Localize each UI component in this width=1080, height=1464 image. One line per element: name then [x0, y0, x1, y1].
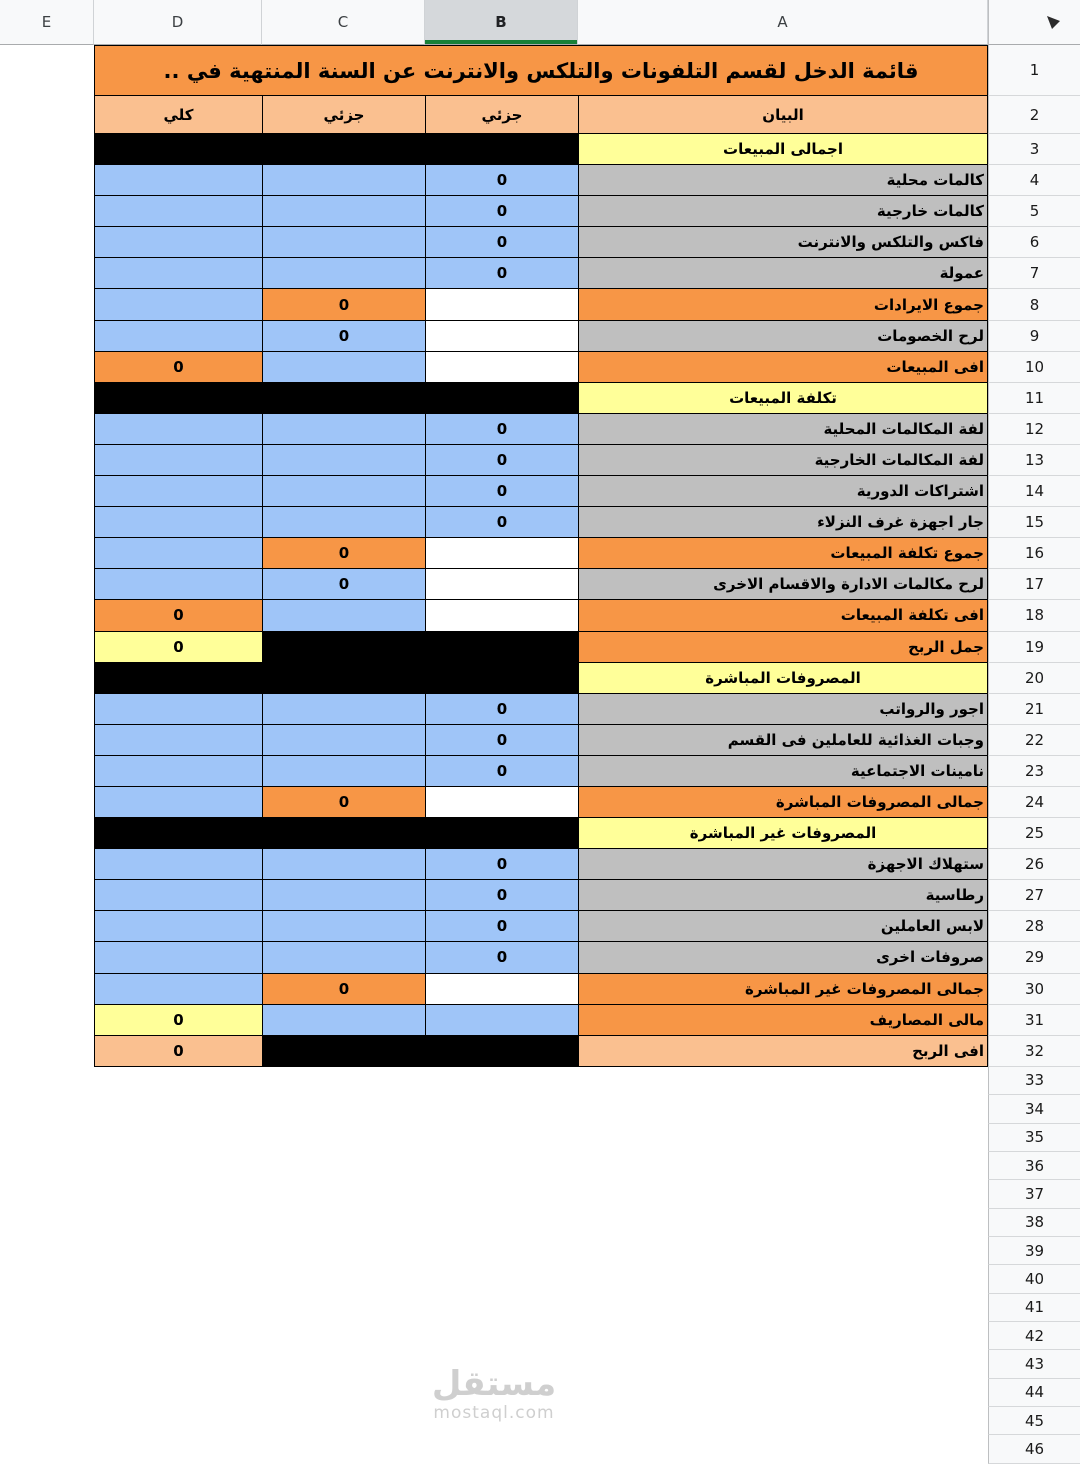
row-header-10[interactable]: 10 [988, 352, 1080, 383]
row-header-25[interactable]: 25 [988, 818, 1080, 849]
empty-row-46[interactable] [0, 1435, 988, 1463]
row-header-12[interactable]: 12 [988, 414, 1080, 445]
cell-B23[interactable]: 0 [425, 756, 578, 787]
cell-B12[interactable]: 0 [425, 414, 578, 445]
row-header-42[interactable]: 42 [988, 1322, 1080, 1350]
cell-D19[interactable]: 0 [94, 632, 262, 663]
row-header-3[interactable]: 3 [988, 134, 1080, 165]
cell-B16[interactable] [425, 538, 578, 569]
cell-A20[interactable]: المصروفات المباشرة [578, 663, 988, 694]
cell-A11[interactable]: تكلفة المبيعات [578, 383, 988, 414]
cell-B26[interactable]: 0 [425, 849, 578, 880]
cell-A5[interactable]: كالمات خارجية [578, 196, 988, 227]
column-header-A[interactable]: A [578, 0, 988, 45]
cell-A22[interactable]: وجبات الغذائية للعاملين فى القسم [578, 725, 988, 756]
cell-D9[interactable] [94, 321, 262, 352]
cell-A14[interactable]: اشتراكات الدورية [578, 476, 988, 507]
cell-B32[interactable] [425, 1036, 578, 1067]
cell-E17[interactable] [0, 569, 94, 600]
cell-D16[interactable] [94, 538, 262, 569]
cell-B24[interactable] [425, 787, 578, 818]
cell-D20[interactable] [94, 663, 262, 694]
cell-A23[interactable]: نامينات الاجتماعية [578, 756, 988, 787]
cell-C21[interactable] [262, 694, 425, 725]
empty-row-40[interactable] [0, 1265, 988, 1293]
cell-A4[interactable]: كالمات محلية [578, 165, 988, 196]
row-header-24[interactable]: 24 [988, 787, 1080, 818]
cell-B14[interactable]: 0 [425, 476, 578, 507]
cell-C4[interactable] [262, 165, 425, 196]
cell-E19[interactable] [0, 632, 94, 663]
cell-E2[interactable] [0, 96, 94, 134]
column-header-D[interactable]: D [94, 0, 262, 45]
cell-E22[interactable] [0, 725, 94, 756]
row-header-39[interactable]: 39 [988, 1237, 1080, 1265]
cell-C12[interactable] [262, 414, 425, 445]
empty-row-33[interactable] [0, 1067, 988, 1095]
cell-B19[interactable] [425, 632, 578, 663]
cell-A17[interactable]: لرح مكالمات الادارة والاقسام الاخرى [578, 569, 988, 600]
cell-A6[interactable]: فاكس والتلكس والانترنت [578, 227, 988, 258]
row-header-23[interactable]: 23 [988, 756, 1080, 787]
cell-B15[interactable]: 0 [425, 507, 578, 538]
cell-C6[interactable] [262, 227, 425, 258]
row-header-40[interactable]: 40 [988, 1265, 1080, 1293]
title-cell[interactable]: قائمة الدخل لقسم التلفونات والتلكس والانترنت عن السنة المنتهية في .. [94, 45, 988, 96]
cell-E18[interactable] [0, 600, 94, 631]
row-header-41[interactable]: 41 [988, 1294, 1080, 1322]
cell-D11[interactable] [94, 383, 262, 414]
column-header-B[interactable]: B [425, 0, 578, 45]
cell-E3[interactable] [0, 134, 94, 165]
row-header-21[interactable]: 21 [988, 694, 1080, 725]
row-header-31[interactable]: 31 [988, 1005, 1080, 1036]
cell-E5[interactable] [0, 196, 94, 227]
cell-A32[interactable]: افى الربح [578, 1036, 988, 1067]
row-header-26[interactable]: 26 [988, 849, 1080, 880]
cell-C15[interactable] [262, 507, 425, 538]
cell-E11[interactable] [0, 383, 94, 414]
empty-row-38[interactable] [0, 1209, 988, 1237]
cell-E30[interactable] [0, 974, 94, 1005]
row-header-38[interactable]: 38 [988, 1209, 1080, 1237]
row-header-30[interactable]: 30 [988, 974, 1080, 1005]
cell-E20[interactable] [0, 663, 94, 694]
watermark-logo: مستقل [431, 1364, 557, 1404]
cell-C20[interactable] [262, 663, 425, 694]
cell-D25[interactable] [94, 818, 262, 849]
cell-E9[interactable] [0, 321, 94, 352]
row-header-5[interactable]: 5 [988, 196, 1080, 227]
row-header-27[interactable]: 27 [988, 880, 1080, 911]
row-header-14[interactable]: 14 [988, 476, 1080, 507]
empty-row-39[interactable] [0, 1237, 988, 1265]
cell-A19[interactable]: جمل الربح [578, 632, 988, 663]
row-header-35[interactable]: 35 [988, 1124, 1080, 1152]
empty-row-45[interactable] [0, 1407, 988, 1435]
cell-B11[interactable] [425, 383, 578, 414]
cell-A24[interactable]: جمالى المصروفات المباشرة [578, 787, 988, 818]
cell-C5[interactable] [262, 196, 425, 227]
cell-C2[interactable]: جزئي [262, 96, 425, 134]
row-header-33[interactable]: 33 [988, 1067, 1080, 1095]
cell-B21[interactable]: 0 [425, 694, 578, 725]
cell-D6[interactable] [94, 227, 262, 258]
cell-A12[interactable]: لفة المكالمات المحلية [578, 414, 988, 445]
cell-B10[interactable] [425, 352, 578, 383]
cell-E6[interactable] [0, 227, 94, 258]
cell-E10[interactable] [0, 352, 94, 383]
row-header-46[interactable]: 46 [988, 1435, 1080, 1463]
cell-E26[interactable] [0, 849, 94, 880]
row-header-6[interactable]: 6 [988, 227, 1080, 258]
cell-D30[interactable] [94, 974, 262, 1005]
column-header-E[interactable]: E [0, 0, 94, 45]
cell-D32[interactable]: 0 [94, 1036, 262, 1067]
cell-B28[interactable]: 0 [425, 911, 578, 942]
row-header-15[interactable]: 15 [988, 507, 1080, 538]
cell-E13[interactable] [0, 445, 94, 476]
row-header-17[interactable]: 17 [988, 569, 1080, 600]
cell-B8[interactable] [425, 289, 578, 320]
cell-B5[interactable]: 0 [425, 196, 578, 227]
cell-E16[interactable] [0, 538, 94, 569]
cell-C9[interactable]: 0 [262, 321, 425, 352]
cell-B13[interactable]: 0 [425, 445, 578, 476]
row-header-4[interactable]: 4 [988, 165, 1080, 196]
cell-E8[interactable] [0, 289, 94, 320]
empty-row-43[interactable] [0, 1350, 988, 1378]
cell-B31[interactable] [425, 1005, 578, 1036]
cell-D21[interactable] [94, 694, 262, 725]
cell-A7[interactable]: عمولة [578, 258, 988, 289]
cell-C30[interactable]: 0 [262, 974, 425, 1005]
cell-A2[interactable]: البيان [578, 96, 988, 134]
cell-C19[interactable] [262, 632, 425, 663]
cell-B6[interactable]: 0 [425, 227, 578, 258]
row-header-1[interactable]: 1 [988, 45, 1080, 96]
cell-D24[interactable] [94, 787, 262, 818]
cell-A10[interactable]: افى المبيعات [578, 352, 988, 383]
cell-E27[interactable] [0, 880, 94, 911]
cell-E24[interactable] [0, 787, 94, 818]
cell-C16[interactable]: 0 [262, 538, 425, 569]
row-header-22[interactable]: 22 [988, 725, 1080, 756]
cell-D28[interactable] [94, 911, 262, 942]
cell-B25[interactable] [425, 818, 578, 849]
cell-B29[interactable]: 0 [425, 942, 578, 973]
cell-E15[interactable] [0, 507, 94, 538]
row-header-44[interactable]: 44 [988, 1379, 1080, 1407]
cell-E14[interactable] [0, 476, 94, 507]
cell-D13[interactable] [94, 445, 262, 476]
cell-B4[interactable]: 0 [425, 165, 578, 196]
cell-C26[interactable] [262, 849, 425, 880]
cell-D22[interactable] [94, 725, 262, 756]
select-all-corner[interactable] [988, 0, 1080, 45]
column-header-C[interactable]: C [262, 0, 425, 45]
row-header-7[interactable]: 7 [988, 258, 1080, 289]
cell-A25[interactable]: المصروفات غير المباشرة [578, 818, 988, 849]
row-header-13[interactable]: 13 [988, 445, 1080, 476]
cell-C17[interactable]: 0 [262, 569, 425, 600]
cell-D18[interactable]: 0 [94, 600, 262, 631]
cell-E23[interactable] [0, 756, 94, 787]
cell-B3[interactable] [425, 134, 578, 165]
cell-D7[interactable] [94, 258, 262, 289]
cell-C14[interactable] [262, 476, 425, 507]
row-header-34[interactable]: 34 [988, 1095, 1080, 1123]
cell-E12[interactable] [0, 414, 94, 445]
cell-D4[interactable] [94, 165, 262, 196]
cell-A15[interactable]: جار اجهزة غرف النزلاء [578, 507, 988, 538]
cell-A9[interactable]: لرح الخصومات [578, 321, 988, 352]
row-header-8[interactable]: 8 [988, 289, 1080, 320]
cell-E28[interactable] [0, 911, 94, 942]
row-header-29[interactable]: 29 [988, 942, 1080, 973]
cell-C25[interactable] [262, 818, 425, 849]
cell-E29[interactable] [0, 942, 94, 973]
cell-B17[interactable] [425, 569, 578, 600]
cell-A3[interactable]: اجمالى المبيعات [578, 134, 988, 165]
cell-B22[interactable]: 0 [425, 725, 578, 756]
cell-A26[interactable]: ستهلاك الاجهزة [578, 849, 988, 880]
cell-A29[interactable]: صروفات اخرى [578, 942, 988, 973]
cell-A18[interactable]: افى تكلفة المبيعات [578, 600, 988, 631]
row-header-9[interactable]: 9 [988, 321, 1080, 352]
cell-D31[interactable]: 0 [94, 1005, 262, 1036]
cell-D8[interactable] [94, 289, 262, 320]
cell-D10[interactable]: 0 [94, 352, 262, 383]
row-header-43[interactable]: 43 [988, 1350, 1080, 1378]
cell-C18[interactable] [262, 600, 425, 631]
cell-B9[interactable] [425, 321, 578, 352]
row-header-32[interactable]: 32 [988, 1036, 1080, 1067]
cell-C31[interactable] [262, 1005, 425, 1036]
row-header-11[interactable]: 11 [988, 383, 1080, 414]
row-header-36[interactable]: 36 [988, 1152, 1080, 1180]
cell-A16[interactable]: جموع تكلفة المبيعات [578, 538, 988, 569]
cell-E32[interactable] [0, 1036, 94, 1067]
cell-D29[interactable] [94, 942, 262, 973]
cell-C23[interactable] [262, 756, 425, 787]
cell-D26[interactable] [94, 849, 262, 880]
row-header-19[interactable]: 19 [988, 632, 1080, 663]
cell-D14[interactable] [94, 476, 262, 507]
cell-D17[interactable] [94, 569, 262, 600]
cell-D12[interactable] [94, 414, 262, 445]
empty-row-41[interactable] [0, 1294, 988, 1322]
cell-B30[interactable] [425, 974, 578, 1005]
cell-A27[interactable]: رطاسية [578, 880, 988, 911]
cell-C28[interactable] [262, 911, 425, 942]
cell-C3[interactable] [262, 134, 425, 165]
empty-row-34[interactable] [0, 1095, 988, 1123]
cell-D3[interactable] [94, 134, 262, 165]
cell-D27[interactable] [94, 880, 262, 911]
row-header-18[interactable]: 18 [988, 600, 1080, 631]
cell-D23[interactable] [94, 756, 262, 787]
cell-D5[interactable] [94, 196, 262, 227]
cell-C24[interactable]: 0 [262, 787, 425, 818]
cell-B27[interactable]: 0 [425, 880, 578, 911]
cell-E7[interactable] [0, 258, 94, 289]
cell-E4[interactable] [0, 165, 94, 196]
cell-C11[interactable] [262, 383, 425, 414]
cell-C8[interactable]: 0 [262, 289, 425, 320]
cell-C29[interactable] [262, 942, 425, 973]
cell-E25[interactable] [0, 818, 94, 849]
cell-A30[interactable]: جمالى المصروفات غير المباشرة [578, 974, 988, 1005]
cell-B7[interactable]: 0 [425, 258, 578, 289]
empty-row-42[interactable] [0, 1322, 988, 1350]
empty-row-35[interactable] [0, 1124, 988, 1152]
empty-row-36[interactable] [0, 1152, 988, 1180]
empty-row-37[interactable] [0, 1180, 988, 1208]
cell-B2[interactable]: جزئي [425, 96, 578, 134]
row-header-37[interactable]: 37 [988, 1180, 1080, 1208]
cell-A21[interactable]: اجور والرواتب [578, 694, 988, 725]
cell-E1[interactable] [0, 45, 94, 96]
cell-D2[interactable]: كلي [94, 96, 262, 134]
cell-C13[interactable] [262, 445, 425, 476]
cell-C10[interactable] [262, 352, 425, 383]
watermark-domain: mostaql.com [433, 1403, 555, 1424]
row-header-20[interactable]: 20 [988, 663, 1080, 694]
cell-A13[interactable]: لفة المكالمات الخارجية [578, 445, 988, 476]
cell-A28[interactable]: لابس العاملين [578, 911, 988, 942]
cell-E31[interactable] [0, 1005, 94, 1036]
empty-row-44[interactable] [0, 1379, 988, 1407]
cell-C32[interactable] [262, 1036, 425, 1067]
cell-A31[interactable]: مالى المصاريف [578, 1005, 988, 1036]
select-all-icon [1045, 14, 1062, 31]
cell-A8[interactable]: جموع الايرادات [578, 289, 988, 320]
cell-C22[interactable] [262, 725, 425, 756]
cell-E21[interactable] [0, 694, 94, 725]
cell-B18[interactable] [425, 600, 578, 631]
row-header-16[interactable]: 16 [988, 538, 1080, 569]
row-header-2[interactable]: 2 [988, 96, 1080, 134]
cell-C27[interactable] [262, 880, 425, 911]
row-header-45[interactable]: 45 [988, 1407, 1080, 1435]
cell-C7[interactable] [262, 258, 425, 289]
cell-D15[interactable] [94, 507, 262, 538]
cell-B20[interactable] [425, 663, 578, 694]
row-header-28[interactable]: 28 [988, 911, 1080, 942]
